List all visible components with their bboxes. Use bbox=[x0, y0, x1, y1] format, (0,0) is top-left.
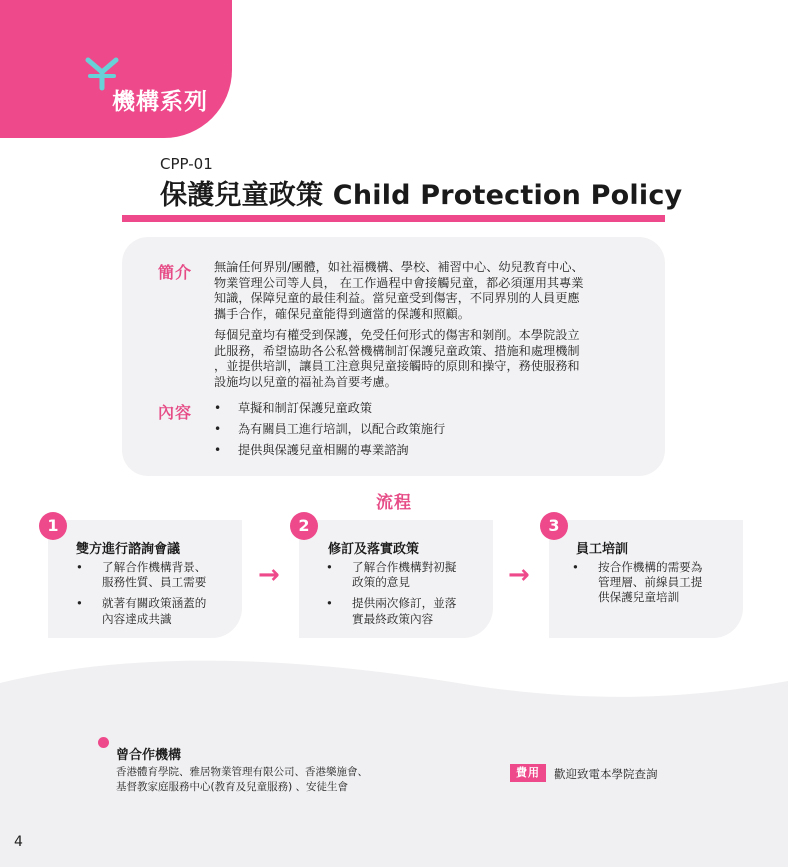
list-item: • 了解合作機構對初擬 政策的意見 bbox=[326, 560, 457, 590]
bullet-icon: • bbox=[326, 560, 333, 574]
page-title: 保護兒童政策 Child Protection Policy bbox=[160, 180, 683, 211]
fee-badge: 費用 bbox=[510, 764, 546, 782]
intro-line: 知識，保障兒童的最佳利益。當兒童受到傷害，不同界別的人員更應 bbox=[214, 291, 580, 306]
intro-line: 此服務，希望協助各公私營機構制訂保護兒童政策、措施和處理機制 bbox=[214, 343, 580, 358]
arrow-right-icon: → bbox=[258, 560, 280, 590]
step-list-2 bbox=[326, 560, 456, 633]
partners-line: 基督教家庭服務中心(教育及兒童服務) 、安徒生會 bbox=[116, 780, 349, 793]
list-item: • 提供與保護兒童相關的專業諮詢 bbox=[214, 440, 445, 461]
partners-line: 香港體育學院、雅居物業管理有限公司、香港樂施會、 bbox=[116, 766, 368, 778]
partners-list bbox=[116, 765, 368, 794]
list-item: • 草擬和制訂保護兒童政策 bbox=[214, 398, 445, 419]
bullet-icon: • bbox=[214, 401, 222, 415]
step-list-3 bbox=[572, 560, 702, 612]
bullet-icon: • bbox=[214, 422, 222, 436]
partner-dot-icon bbox=[98, 737, 109, 748]
list-item: • 按合作機構的需要為 管理層、前線員工提 供保護兒童培訓 bbox=[572, 560, 703, 605]
step-title-3: 員工培訓 bbox=[576, 542, 629, 557]
policy-code: CPP-01 bbox=[160, 155, 213, 173]
title-divider bbox=[122, 215, 665, 222]
intro-paragraph-1 bbox=[214, 260, 584, 322]
bullet-icon: • bbox=[214, 443, 222, 457]
flow-title: 流程 bbox=[376, 493, 412, 513]
step-number-3: 3 bbox=[540, 512, 568, 540]
page-number: 4 bbox=[14, 834, 23, 850]
content-label: 內容 bbox=[158, 403, 193, 422]
bullet-icon: • bbox=[572, 560, 579, 574]
list-item: • 了解合作機構背景、 服務性質、員工需要 bbox=[76, 560, 207, 590]
bullet-icon: • bbox=[76, 560, 83, 574]
bullet-icon: • bbox=[76, 596, 83, 611]
step-number-1: 1 bbox=[39, 512, 67, 540]
list-item: • 提供兩次修訂，並落 實最終政策內容 bbox=[326, 596, 457, 626]
intro-line: 每個兒童均有權受到保護，免受任何形式的傷害和剝削。本學院設立 bbox=[214, 328, 580, 342]
arrow-right-icon: → bbox=[508, 560, 530, 590]
intro-paragraph-2 bbox=[214, 328, 580, 390]
intro-line: 攜手合作，確保兒童能得到適當的保護和照顧。 bbox=[214, 306, 470, 321]
intro-line: 物業管理公司等人員， 在工作過程中會接觸兒童，都必須運用其專業 bbox=[214, 275, 584, 290]
intro-label: 簡介 bbox=[158, 263, 193, 282]
partners-title: 曾合作機構 bbox=[116, 748, 182, 763]
list-item: • 就著有關政策涵蓋的 內容達成共識 bbox=[76, 596, 207, 626]
intro-line: 設施均以兒童的福祉為首要考慮。 bbox=[214, 374, 397, 389]
step-list-1 bbox=[76, 560, 206, 633]
bullet-icon: • bbox=[326, 596, 333, 611]
intro-line: 無論任何界別/團體，如社福機構、學校、補習中心、幼兒教育中心、 bbox=[214, 260, 584, 274]
series-label: 機構系列 bbox=[112, 89, 208, 115]
fee-text: 歡迎致電本學院查詢 bbox=[554, 767, 658, 781]
list-item: • 為有關員工進行培訓，以配合政策施行 bbox=[214, 419, 445, 440]
step-title-1: 雙方進行諮詢會議 bbox=[76, 542, 181, 557]
intro-line: ，並提供培訓，讓員工注意與兒童接觸時的原則和操守，務使服務和 bbox=[214, 359, 580, 374]
content-list bbox=[214, 398, 445, 461]
series-tab bbox=[0, 0, 232, 138]
step-number-2: 2 bbox=[290, 512, 318, 540]
step-title-2: 修訂及落實政策 bbox=[328, 542, 420, 557]
